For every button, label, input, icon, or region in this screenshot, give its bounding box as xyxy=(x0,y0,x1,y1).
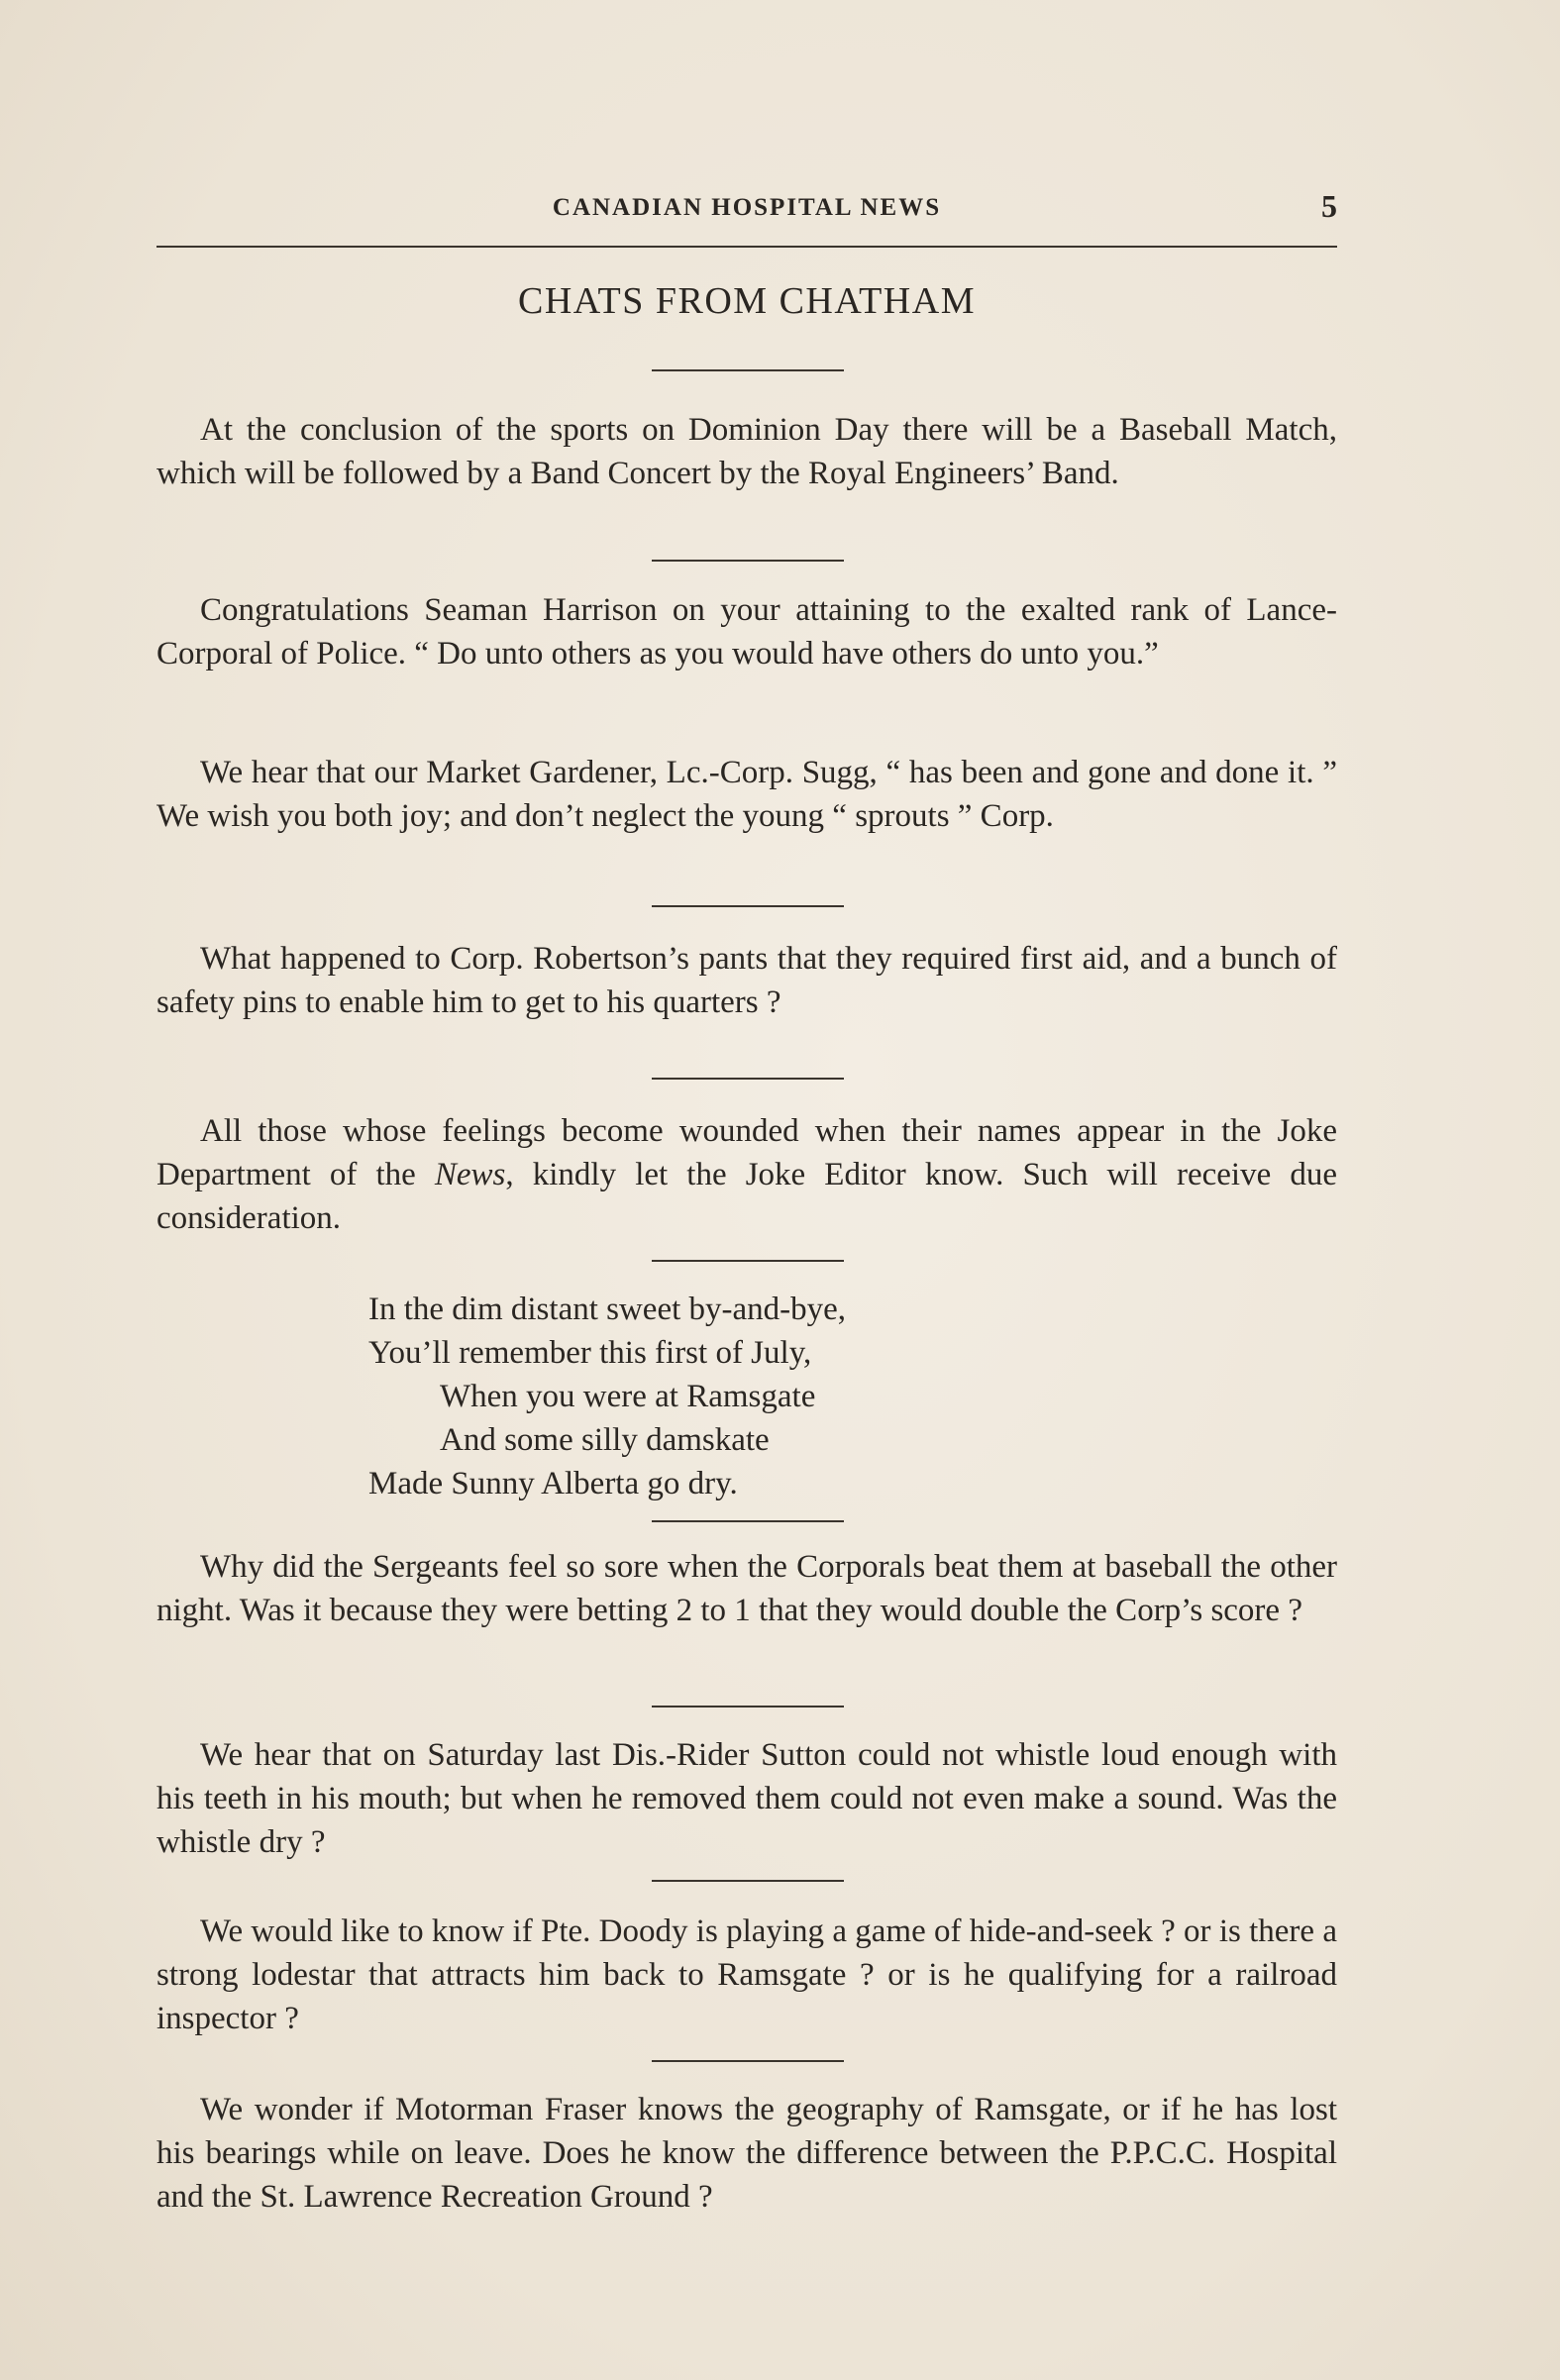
item-text-before: All those whose feelings become wounded when their names appear in the Joke Department of the xyxy=(156,1113,1337,1192)
item-dominion-day xyxy=(156,408,1337,495)
section-divider xyxy=(652,1260,844,1262)
item-doody xyxy=(156,1910,1337,2040)
item-fraser xyxy=(156,2088,1337,2219)
poem-line: When you were at Ramsgate xyxy=(440,1379,816,1414)
item-text: Why did the Sergeants feel so sore when the Corporals beat them at baseball the other night. Was it because they were betting 2 to 1 that they would double the Corp’s score ? xyxy=(156,1549,1337,1628)
section-divider xyxy=(652,1880,844,1882)
news-title: News xyxy=(434,1157,506,1192)
page-number: 5 xyxy=(1321,188,1337,224)
section-divider xyxy=(652,717,844,719)
poem xyxy=(368,1288,1161,1505)
poem-line: You’ll remember this first of July, xyxy=(368,1335,812,1371)
item-text: Congratulations Seaman Harrison on your attaining to the exalted rank of Lance-Corporal of Police. “ Do unto others as you would have others do unto you.” xyxy=(156,592,1337,672)
poem-line: Made Sunny Alberta go dry. xyxy=(368,1466,738,1501)
article-title: CHATS FROM CHATHAM xyxy=(518,280,976,322)
item-joke-department xyxy=(156,1109,1337,1240)
section-divider xyxy=(652,905,844,907)
page-header xyxy=(156,188,1337,234)
poem-line: And some silly damskate xyxy=(440,1422,770,1458)
section-divider xyxy=(652,560,844,562)
item-text: We hear that on Saturday last Dis.-Rider Sutton could not whistle loud enough with his teeth in his mouth; but when he removed them could not even make a sound. Was the whistle dry ? xyxy=(156,1737,1337,1860)
section-divider xyxy=(652,2060,844,2062)
item-text-after: , kindly let the Joke Editor know. Such will receive due consideration. xyxy=(156,1157,1337,1236)
item-sutton xyxy=(156,1733,1337,1864)
running-head: CANADIAN HOSPITAL NEWS xyxy=(552,194,942,221)
section-divider xyxy=(652,1520,844,1522)
item-harrison xyxy=(156,588,1337,675)
item-text: At the conclusion of the sports on Dominion Day there will be a Baseball Match, which will be followed by a Band Concert by the Royal Engineers’ Band. xyxy=(156,412,1337,491)
header-rule xyxy=(156,246,1337,248)
item-text: What happened to Corp. Robertson’s pants that they required first aid, and a bunch of safety pins to enable him to get to his quarters ? xyxy=(156,941,1337,1020)
section-divider xyxy=(652,1706,844,1707)
item-text: We would like to know if Pte. Doody is playing a game of hide-and-seek ? or is there a strong lodestar that attracts him back to Ramsgate ? or is he qualifying for a railroad inspector ? xyxy=(156,1914,1337,2036)
item-sugg xyxy=(156,751,1337,838)
item-text xyxy=(156,1109,1337,1240)
poem-line: In the dim distant sweet by-and-bye, xyxy=(368,1292,847,1327)
item-robertson xyxy=(156,937,1337,1024)
item-text: We hear that our Market Gardener, Lc.-Corp. Sugg, “ has been and gone and done it. ” We wish you both joy; and don’t neglect the young “ sprouts ” Corp. xyxy=(156,755,1337,834)
item-text: We wonder if Motorman Fraser knows the geography of Ramsgate, or if he has lost his bearings while on leave. Does he know the difference between the P.P.C.C. Hospital and the St. Lawrence Recreation Ground ? xyxy=(156,2092,1337,2215)
section-divider xyxy=(652,1078,844,1080)
item-sergeants xyxy=(156,1545,1337,1632)
section-divider xyxy=(652,369,844,371)
